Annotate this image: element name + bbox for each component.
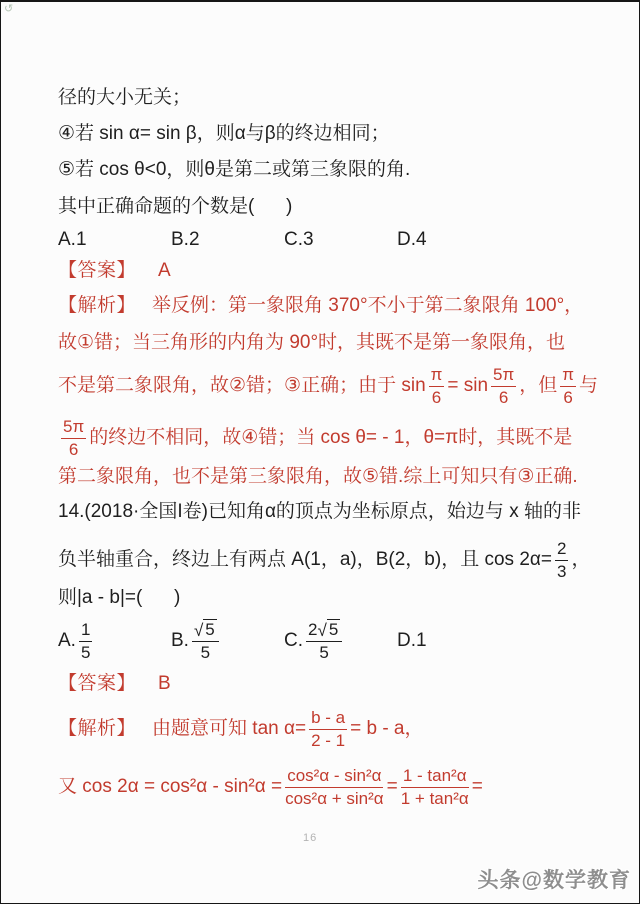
option-label: D.1 <box>397 630 427 652</box>
option-c <box>284 619 397 662</box>
fraction-denominator: 5 <box>319 643 329 662</box>
fraction <box>192 619 219 662</box>
answer-value: A <box>158 260 171 282</box>
option-label: A. <box>58 630 76 652</box>
watermark: 头条@数学教育 <box>477 869 631 892</box>
stem-text: 负半轴重合，终边上有两点 A(1，a)，B(2，b)，且 cos 2α= <box>58 549 552 571</box>
fraction-denominator: 6 <box>68 439 79 459</box>
question-stem <box>58 536 603 584</box>
fraction <box>555 539 568 581</box>
fraction-denominator: 5 <box>200 643 211 662</box>
analysis-text: 不是第二象限角，故②错；③正确；由于 sin <box>58 375 426 397</box>
analysis-line <box>58 412 603 464</box>
analysis-text: = <box>386 776 398 798</box>
analysis-line <box>58 330 603 356</box>
radicand: 5 <box>328 620 339 640</box>
fraction-denominator: 1 + tan²α <box>400 788 469 808</box>
fraction-denominator: 5 <box>80 642 91 662</box>
analysis-text: 又 cos 2α = cos²α - sin²α = <box>58 776 283 798</box>
analysis-line <box>58 464 603 490</box>
fraction-denominator: 2 - 1 <box>311 730 346 750</box>
fraction <box>560 365 576 407</box>
analysis-label: 【解析】 <box>58 295 137 317</box>
analysis-text: 由题意可知 tan α= <box>152 718 307 740</box>
stem-text: ， <box>571 549 591 571</box>
item5-text: ⑤若 cos θ<0，则θ是第二或第三象限的角. <box>58 159 411 181</box>
radicand: 5 <box>205 620 215 640</box>
fraction-numerator: 2 <box>555 539 568 561</box>
analysis-text: = sin <box>447 375 489 397</box>
analysis-text: 的终边不相同，故④错；当 cos θ= - 1，θ=π时，其既不是 <box>89 427 573 449</box>
fraction-numerator: π <box>560 365 576 387</box>
option-c: C.3 <box>284 229 314 251</box>
fraction <box>491 365 516 407</box>
analysis-text: = b - a， <box>350 718 424 740</box>
fraction <box>309 708 347 750</box>
fraction-numerator: 5π <box>61 417 86 439</box>
options-row <box>58 615 603 667</box>
page-content <box>1 2 639 817</box>
option-d: D.4 <box>397 229 427 251</box>
analysis-label: 【解析】 <box>58 718 137 740</box>
analysis-line <box>58 293 603 319</box>
answer-line <box>58 258 603 284</box>
fraction <box>79 620 92 662</box>
page-number: 16 <box>303 832 318 844</box>
answer-value: B <box>158 673 171 695</box>
fraction <box>306 619 342 662</box>
corner-mark-icon: ↺ <box>4 3 14 15</box>
fraction-numerator: 1 <box>79 620 92 642</box>
question-stem <box>58 499 603 525</box>
item4-text: ④若 sin α= sin β，则α与β的终边相同； <box>58 123 390 145</box>
option-d <box>397 629 510 653</box>
analysis-text: 故①错；当三角形的内角为 90°时，其既不是第一象限角，也 <box>58 332 566 354</box>
fraction <box>61 417 86 459</box>
fraction-denominator: 6 <box>431 387 442 407</box>
coefficient: 2 <box>308 620 318 640</box>
answer-label: 【答案】 <box>58 673 137 695</box>
fraction-numerator <box>306 619 342 642</box>
analysis-text: 与 <box>578 375 598 397</box>
fraction-denominator: 3 <box>556 561 567 581</box>
answer-line <box>58 671 603 697</box>
analysis-line <box>58 705 603 753</box>
fraction <box>429 365 445 407</box>
fraction-denominator: cos²α + sin²α <box>285 788 384 808</box>
stem-text: 14.(2018·全国I卷)已知角α的顶点为坐标原点，始边与 x 轴的非 <box>58 501 581 523</box>
stem-text: 其中正确命题的个数是( ) <box>58 196 293 218</box>
analysis-line <box>58 757 603 817</box>
option-b <box>171 619 284 662</box>
fraction-numerator: b - a <box>309 708 347 730</box>
fraction <box>285 766 384 808</box>
question-stem <box>58 194 603 220</box>
fraction-numerator <box>192 619 219 642</box>
stem-text: 则|a - b|=( ) <box>58 587 181 609</box>
analysis-text: 举反例：第一象限角 370°不小于第二象限角 100°， <box>152 295 584 317</box>
radical-sign: √ <box>317 621 327 641</box>
fraction-numerator: cos²α - sin²α <box>285 766 383 788</box>
fraction-numerator: 1 - tan²α <box>401 766 469 788</box>
text-line <box>58 121 603 147</box>
options-row <box>58 227 603 253</box>
question-stem <box>58 585 603 611</box>
text-line <box>58 157 603 183</box>
analysis-line <box>58 360 603 412</box>
option-a <box>58 620 171 662</box>
radical-sign: √ <box>193 621 204 641</box>
analysis-text: = <box>471 776 483 798</box>
fraction-denominator: 6 <box>498 387 509 407</box>
option-label: C. <box>284 630 303 652</box>
fraction-denominator: 6 <box>563 387 573 407</box>
fraction-numerator: π <box>429 365 445 387</box>
fraction <box>401 766 469 808</box>
answer-label: 【答案】 <box>58 260 137 282</box>
analysis-text: 第二象限角，也不是第三象限角，故⑤错.综上可知只有③正确. <box>58 466 578 488</box>
option-b: B.2 <box>171 229 200 251</box>
context-text: 径的大小无关； <box>58 87 192 109</box>
fraction-numerator: 5π <box>491 365 516 387</box>
option-a: A.1 <box>58 229 87 251</box>
text-line <box>58 85 603 111</box>
analysis-text: ，但 <box>519 375 558 397</box>
option-label: B. <box>171 630 189 652</box>
